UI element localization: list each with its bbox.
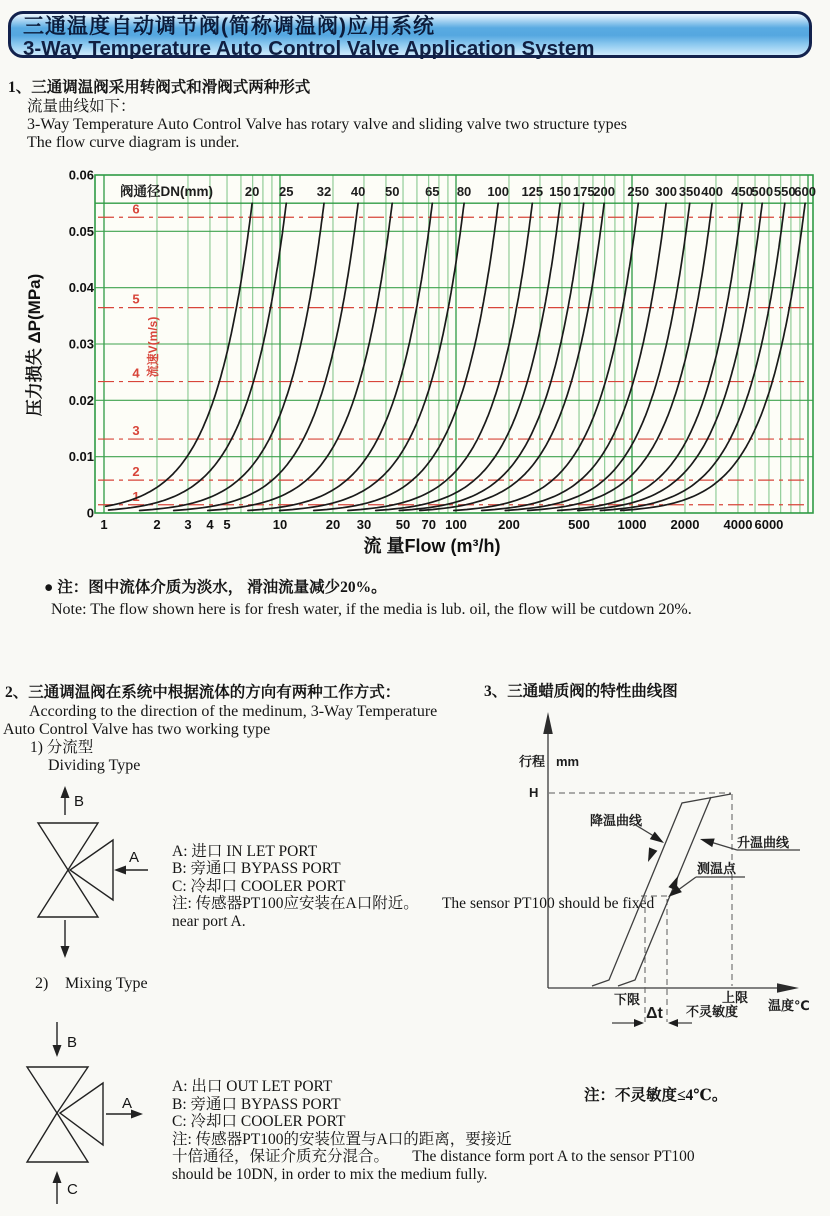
- cooling-leader-arrow-icon: [650, 832, 667, 847]
- svg-text:2000: 2000: [670, 517, 700, 532]
- delta-t-arrow-left-icon: [668, 1019, 678, 1027]
- svg-text:3: 3: [132, 423, 140, 439]
- x-axis-arrow-icon: [777, 983, 799, 993]
- svg-text:300: 300: [655, 184, 677, 199]
- svg-text:0.01: 0.01: [68, 449, 94, 465]
- svg-text:50: 50: [395, 517, 411, 532]
- svg-text:0.02: 0.02: [68, 392, 94, 408]
- port-a-label: A: [129, 849, 140, 866]
- svg-text:400: 400: [701, 184, 723, 199]
- flow-curve-chart: [0, 160, 830, 570]
- svg-text:6: 6: [132, 201, 140, 217]
- sense-point-label: 测温点: [697, 861, 737, 876]
- legend-line: 注: 传感器PT100的安装位置与A口的距离，要接近: [172, 1130, 512, 1148]
- svg-text:0.06: 0.06: [68, 167, 94, 183]
- svg-text:500: 500: [568, 517, 590, 532]
- svg-text:50: 50: [384, 184, 400, 199]
- valve-lower-triangle: [38, 870, 98, 917]
- svg-text:500: 500: [751, 184, 774, 199]
- svg-text:80: 80: [456, 184, 472, 199]
- valve-right-triangle: [60, 1083, 103, 1145]
- svg-text:0.04: 0.04: [68, 280, 94, 296]
- mixing-type-number: 2): [35, 975, 49, 992]
- svg-text:20: 20: [325, 517, 341, 532]
- svg-text:350: 350: [678, 184, 701, 199]
- mixing-valve-diagram: [20, 1000, 170, 1216]
- svg-text:30: 30: [356, 517, 372, 532]
- section1-line-en1: 3-Way Temperature Auto Control Valve has rotary valve and sliding valve two structure types: [27, 116, 627, 133]
- svg-text:5: 5: [223, 517, 231, 532]
- arrow-up-icon: [53, 1171, 62, 1183]
- x-axis-title: 流 量Flow (m³/h): [363, 536, 501, 556]
- legend-line: near port A.: [172, 912, 246, 930]
- port-b-label: B: [67, 1034, 78, 1051]
- stroke-unit-label: mm: [556, 754, 580, 769]
- document-header: [8, 11, 812, 58]
- svg-text:250: 250: [627, 184, 650, 199]
- lower-limit-label: 下限: [614, 992, 641, 1007]
- svg-text:100: 100: [445, 517, 467, 532]
- section3-note: 注：不灵敏度≤4℃。: [584, 1087, 728, 1104]
- port-b-label: B: [74, 793, 85, 810]
- valve-lower-triangle: [27, 1113, 88, 1162]
- h-label: H: [529, 785, 539, 800]
- valve-right-triangle: [70, 840, 113, 900]
- section2-line-en2: Auto Control Valve has two working type: [3, 721, 271, 738]
- legend-line: The sensor PT100 should be fixed: [441, 895, 655, 913]
- svg-text:20: 20: [244, 184, 260, 199]
- arrow-down-icon: [61, 946, 70, 958]
- chart-note-zh: ● 注：图中流体介质为淡水， 滑油流量减少20%。: [44, 579, 387, 596]
- y-axis-title: 压力损失 ΔP(MPa): [25, 273, 44, 417]
- section1-line-en2: The flow curve diagram is under.: [27, 134, 240, 151]
- svg-text:32: 32: [316, 184, 332, 199]
- arrow-up-icon: [61, 786, 70, 798]
- dividing-type-label-zh: 1) 分流型: [30, 739, 94, 756]
- svg-text:1: 1: [100, 517, 108, 532]
- legend-line: C: 冷却口 COOLER PORT: [172, 877, 346, 895]
- svg-text:0.05: 0.05: [68, 223, 94, 239]
- svg-text:1: 1: [132, 488, 140, 504]
- stroke-axis-label: 行程: [519, 754, 546, 769]
- svg-text:10: 10: [272, 517, 288, 532]
- svg-text:100: 100: [487, 184, 510, 199]
- temperature-axis-label: 温度℃: [768, 998, 810, 1013]
- page-title-zh: 三通温度自动调节阀(简称调温阀)应用系统: [23, 15, 435, 38]
- svg-text:2: 2: [153, 517, 161, 532]
- svg-text:40: 40: [350, 184, 366, 199]
- chart-note-en: Note: The flow shown here is for fresh water, if the media is lub. oil, the flow will be cutdown 20%.: [51, 601, 692, 618]
- svg-text:65: 65: [425, 184, 440, 199]
- cooling-curve-label: 降温曲线: [590, 813, 643, 828]
- legend-line: B: 旁通口 BYPASS PORT: [172, 860, 341, 878]
- heating-curve-label: 升温曲线: [737, 835, 790, 850]
- heating-leader-arrow-icon: [699, 835, 715, 848]
- svg-text:4: 4: [132, 365, 140, 381]
- svg-text:200: 200: [593, 184, 615, 199]
- svg-text:0.03: 0.03: [68, 336, 94, 352]
- svg-text:70: 70: [421, 517, 436, 532]
- legend-line: 注: 传感器PT100应安装在A口附近。: [172, 895, 419, 913]
- page-title-en: 3-Way Temperature Auto Control Valve Application System: [23, 37, 595, 60]
- arrow-left-icon: [114, 866, 126, 875]
- section1-line-zh1: 1、三通调温阀采用转阀式和滑阀式两种形式: [8, 79, 311, 96]
- port-a-label: A: [122, 1095, 133, 1112]
- svg-text:5: 5: [132, 291, 140, 307]
- section1-line-zh2: 流量曲线如下：: [27, 98, 136, 115]
- svg-text:4000: 4000: [723, 517, 753, 532]
- legend-line: A: 出口 OUT LET PORT: [172, 1078, 333, 1095]
- upper-limit-label: 上限: [722, 990, 749, 1005]
- arrow-right-icon: [131, 1110, 143, 1119]
- svg-text:150: 150: [549, 184, 572, 199]
- insensitivity-label: 不灵敏度: [686, 1004, 739, 1019]
- svg-text:1000: 1000: [617, 517, 647, 532]
- svg-text:175: 175: [572, 184, 595, 199]
- svg-text:125: 125: [521, 184, 544, 199]
- svg-text:4: 4: [206, 517, 214, 532]
- mixing-type-label: Mixing Type: [65, 975, 148, 992]
- wax-valve-characteristic-diagram: [470, 700, 830, 1040]
- delta-t-label: Δt: [646, 1005, 663, 1022]
- svg-text:流速V(m/s): 流速V(m/s): [146, 316, 160, 378]
- svg-text:200: 200: [498, 517, 520, 532]
- svg-text:6000: 6000: [754, 517, 784, 532]
- valve-upper-triangle: [27, 1067, 88, 1113]
- cooling-direction-arrow-icon: [644, 847, 658, 863]
- port-c-label: C: [67, 1181, 78, 1198]
- svg-text:450: 450: [731, 184, 753, 199]
- svg-text:550: 550: [773, 184, 796, 199]
- svg-text:3: 3: [184, 517, 192, 532]
- svg-text:25: 25: [279, 184, 294, 199]
- legend-line: The distance form port A to the sensor PT100: [412, 1148, 695, 1165]
- valve-upper-triangle: [38, 823, 98, 870]
- svg-text:阀通径DN(mm): 阀通径DN(mm): [120, 184, 213, 199]
- legend-line: 十倍通径，保证介质充分混合。: [172, 1148, 390, 1165]
- svg-text:600: 600: [794, 184, 816, 199]
- section2-line-en1: According to the direction of the medinum, 3-Way Temperature: [29, 703, 438, 720]
- y-axis-arrow-icon: [543, 712, 553, 734]
- legend-line: B: 旁通口 BYPASS PORT: [172, 1095, 341, 1113]
- section3-title: 3、三通蜡质阀的特性曲线图: [484, 683, 678, 700]
- delta-t-arrow-right-icon: [634, 1019, 644, 1027]
- legend-line: should be 10DN, in order to mix the medium fully.: [172, 1165, 488, 1183]
- svg-text:0: 0: [86, 505, 94, 521]
- svg-text:2: 2: [132, 464, 140, 480]
- section2-title-zh: 2、三通调温阀在系统中根据流体的方向有两种工作方式：: [5, 684, 401, 701]
- dividing-valve-diagram: [20, 780, 170, 970]
- arrow-down-icon: [53, 1045, 62, 1057]
- dividing-type-label-en: Dividing Type: [48, 757, 141, 774]
- legend-line: A: 进口 IN LET PORT: [172, 843, 318, 860]
- legend-line: C: 冷却口 COOLER PORT: [172, 1113, 346, 1130]
